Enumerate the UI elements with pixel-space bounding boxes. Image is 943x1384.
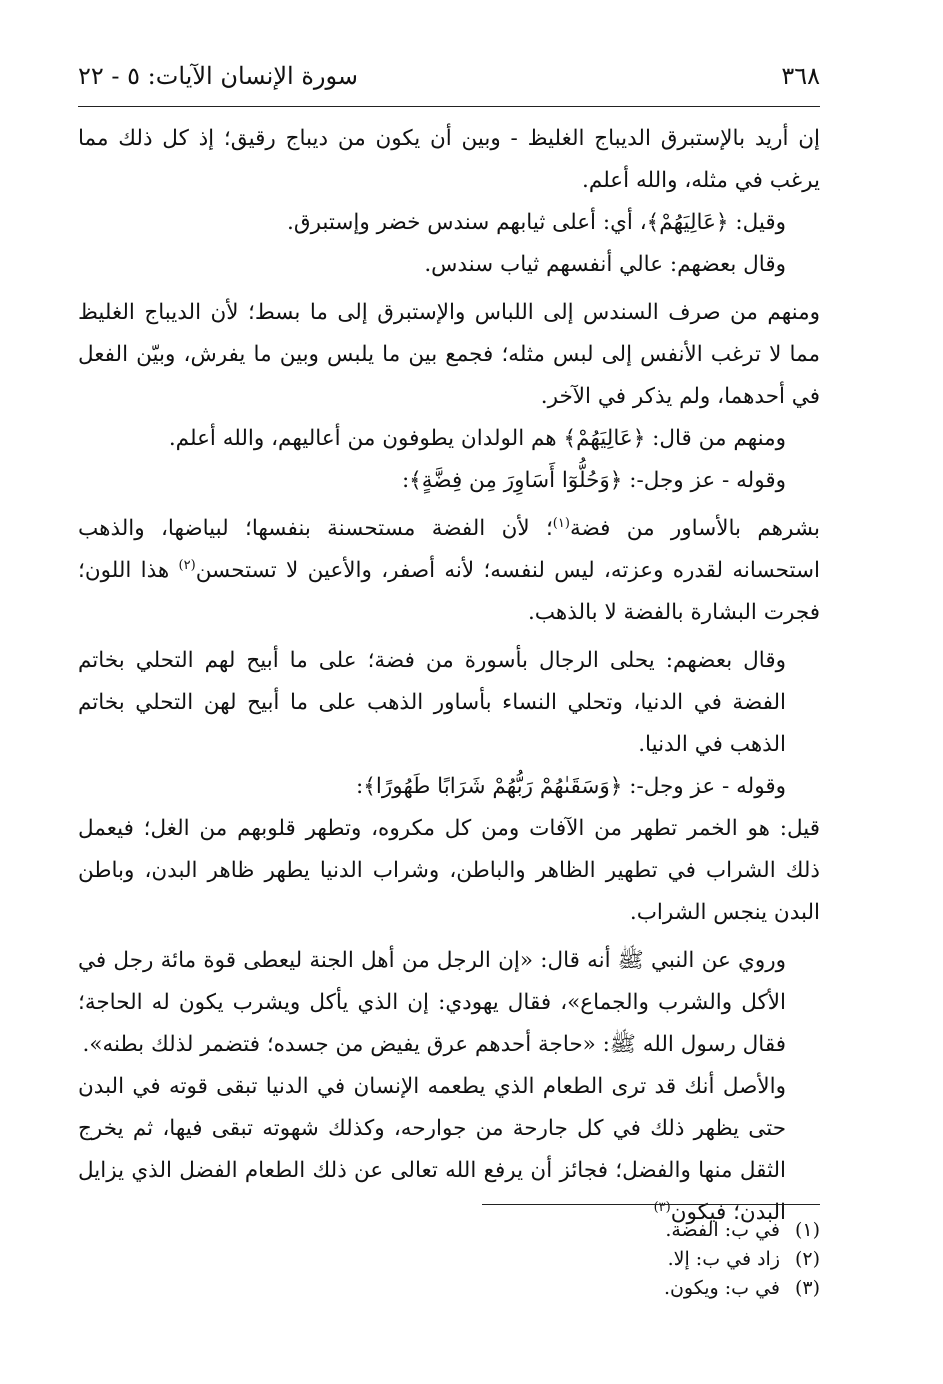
- paragraph: [78, 508, 820, 634]
- paragraph-text: ؛ لأن الفضة مستحسنة بنفسها؛ لبياضها، والذهب استحسانه لقدره وعزته، ليس لنفسه؛ لأنه أصفر، والأعين لا تستحسن: [78, 516, 820, 583]
- paragraph: ومنهم من قال: ﴿عَالِيَهُمْ﴾ هم الولدان يطوفون من أعاليهم، والله أعلم.: [168, 426, 786, 451]
- footnote-number: (٣): [794, 1277, 820, 1299]
- page-number: ٣٦٨: [781, 62, 820, 90]
- footnote-number: (٢): [794, 1248, 820, 1270]
- footnote: [78, 1245, 820, 1274]
- paragraph: وقوله - عز وجل-: ﴿وَحُلُّوٓا أَسَاوِرَ مِن فِضَّةٍ﴾:: [401, 468, 786, 493]
- running-title: سورة الإنسان الآيات: ٥ - ٢٢: [78, 62, 359, 90]
- paragraph-text: هذا اللون؛ فجرت البشارة بالفضة لا بالذهب.: [78, 558, 820, 625]
- paragraph: قيل: هو الخمر تطهر من الآفات ومن كل مكروه، وتطهر قلوبهم من الغل؛ فيعمل ذلك الشراب في تطهير الظاهر والباطن، وشراب الدنيا يطهر ظاهر البدن، وباطن البدن ينجس الشراب.: [78, 816, 820, 925]
- paragraph: وقال بعضهم: عالي أنفسهم ثياب سندس.: [424, 252, 786, 277]
- paragraph-text: بشرهم بالأساور من فضة: [569, 516, 821, 541]
- footnote-divider: [482, 1204, 820, 1205]
- paragraph: [78, 1066, 820, 1234]
- footnote-text: زاد في ب: إلا.: [667, 1248, 780, 1270]
- main-text: [78, 118, 820, 1234]
- footnote-ref: (٢): [178, 557, 196, 573]
- header-divider: [78, 106, 820, 107]
- footnote-number: (١): [794, 1219, 820, 1241]
- paragraph: وقيل: ﴿عَالِيَهُمْ﴾، أي: أعلى ثيابهم سندس خضر وإستبرق.: [287, 210, 786, 235]
- footnote-text: في ب: الفضة.: [665, 1219, 780, 1241]
- paragraph: وروي عن النبي ﷺ أنه قال: «إن الرجل من أهل الجنة ليعطى قوة مائة رجل في الأكل والشرب والجماع»، فقال يهودي: إن الذي يأكل ويشرب يكون له الحاجة؛ فقال رسول الله ﷺ: «حاجة أحدهم عرق يفيض من جسده؛ فتضمر لذلك بطنه».: [78, 948, 786, 1057]
- page-header: [78, 62, 820, 98]
- footnote: [78, 1274, 820, 1303]
- footnote-ref: (١): [552, 515, 570, 531]
- paragraph: إن أريد بالإستبرق الديباج الغليظ - وبين أن يكون من ديباج رقيق؛ إذ كل ذلك مما يرغب في مثله، والله أعلم.: [78, 126, 820, 193]
- footnote: [78, 1216, 820, 1245]
- footnote-text: في ب: ويكون.: [663, 1277, 780, 1299]
- paragraph: ومنهم من صرف السندس إلى اللباس والإستبرق إلى ما بسط؛ لأن الديباج الغليظ مما لا ترغب الأنفس إلى لبس مثله؛ فجمع بين ما يلبس وبين ما يفرش، وبيّن الفعل في أحدهما، ولم يذكر في الآخر.: [78, 300, 820, 409]
- paragraph: وقال بعضهم: يحلى الرجال بأسورة من فضة؛ على ما أبيح لهم التحلي بخاتم الفضة في الدنيا، وتحلي النساء بأساور الذهب على ما أبيح لهن التحلي بخاتم الذهب في الدنيا.: [78, 648, 786, 757]
- paragraph: وقوله - عز وجل-: ﴿وَسَقَىٰهُمْ رَبُّهُمْ شَرَابًا طَهُورًا﴾:: [356, 774, 786, 799]
- footnotes: [78, 1216, 820, 1303]
- paragraph-text: والأصل أنك قد ترى الطعام الذي يطعمه الإنسان في الدنيا تبقى قوته في البدن حتى يظهر ذلك في كل جارحة من جوارحه، وكذلك شهوته تبقى فيها، ثم يخرج الثقل منها والفضل؛ فجائز أن يرفع الله تعالى عن ذلك الطعام الفضل الذي يزايل البدن؛ فيكون: [78, 1074, 786, 1225]
- footnote-ref: (٣): [653, 1199, 671, 1215]
